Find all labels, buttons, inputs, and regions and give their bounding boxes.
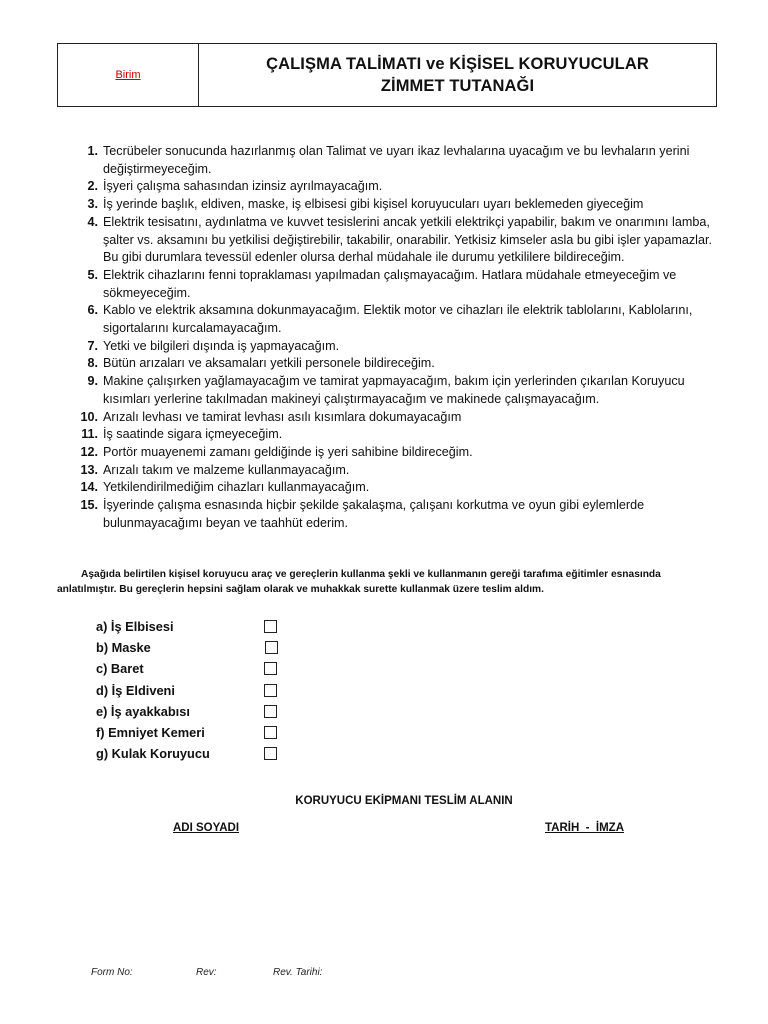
- equipment-checkbox[interactable]: [264, 747, 277, 760]
- rule-item: [60, 338, 730, 356]
- equipment-label: c) Baret: [96, 661, 144, 677]
- rule-item: [60, 355, 730, 373]
- rule-number: 10.: [80, 409, 98, 424]
- rule-item: [60, 214, 730, 267]
- name-surname-label: ADI SOYADI: [173, 822, 240, 834]
- equipment-label: g) Kulak Koruyucu: [96, 746, 210, 762]
- equipment-item: [96, 722, 278, 743]
- rule-number: 13.: [80, 462, 98, 477]
- rules-list: [60, 143, 730, 532]
- title-line-1: ÇALIŞMA TALİMATI ve KİŞİSEL KORUYUCULAR: [266, 55, 649, 73]
- equipment-item: [96, 616, 278, 637]
- rule-text: Tecrübeler sonucunda hazırlanmış olan Talimat ve uyarı ikaz levhalarına uyacağım ve bu levhaların yerini değiştirmeyeceğim.: [103, 144, 690, 176]
- rule-text: İş saatinde sigara içmeyeceğim.: [103, 427, 283, 442]
- rule-text: Yetki ve bilgileri dışında iş yapmayacağım.: [103, 338, 340, 353]
- rule-item: [60, 196, 730, 214]
- rule-text: Kablo ve elektrik aksamına dokunmayacağım. Elektik motor ve cihazları ile elektrik tablolarını, Kablolarını, sigortalarını kurcalamayacağım.: [103, 303, 693, 336]
- rule-item: [60, 479, 730, 497]
- rule-item: [60, 178, 730, 196]
- intro-paragraph: [57, 567, 719, 597]
- equipment-checkbox[interactable]: [264, 620, 277, 633]
- rule-item: [60, 444, 730, 462]
- equipment-checkbox[interactable]: [264, 662, 277, 675]
- rule-number: 12.: [80, 444, 98, 459]
- rule-item: [60, 462, 730, 480]
- rev-date-label: Rev. Tarihi:: [273, 967, 323, 978]
- rule-number: 3.: [87, 197, 98, 212]
- rule-item: [60, 409, 730, 427]
- equipment-label: f) Emniyet Kemeri: [96, 725, 205, 741]
- rule-text: İş yerinde başlık, eldiven, maske, iş elbisesi gibi kişisel koruyucuları uyarı beklemeden giyeceğim: [103, 197, 644, 212]
- rule-item: [60, 302, 730, 337]
- rule-item: [60, 497, 730, 532]
- equipment-label: b) Maske: [96, 640, 151, 656]
- receipt-section-title: KORUYUCU EKİPMANI TESLİM ALANIN: [295, 795, 513, 807]
- equipment-label: a) İş Elbisesi: [96, 619, 174, 635]
- rule-number: 5.: [87, 267, 98, 282]
- rule-number: 15.: [80, 498, 98, 513]
- rule-item: [60, 426, 730, 444]
- equipment-item: [96, 658, 278, 679]
- rule-number: 4.: [87, 214, 98, 229]
- rule-number: 2.: [87, 179, 98, 194]
- unit-cell: [58, 44, 199, 106]
- form-no-label: Form No:: [91, 967, 133, 978]
- rule-text: Yetkilendirilmediğim cihazları kullanmayacağım.: [103, 480, 370, 495]
- equipment-item: [96, 637, 278, 658]
- rule-text: Arızalı takım ve malzeme kullanmayacağım.: [103, 462, 350, 477]
- header-table: [57, 43, 717, 107]
- equipment-item: [96, 680, 278, 701]
- intro-text: Aşağıda belirtilen kişisel koruyucu araç ve gereçlerin kullanma şekli ve kullanmanın gereği tarafıma eğitimler esnasında anlatılmıştır. Bu gereçlerin hepsini sağlam olarak ve muhakkak surette kullanmak üzere teslim aldım.: [57, 569, 661, 595]
- rule-text: İşyeri çalışma sahasından izinsiz ayrılmayacağım.: [103, 179, 383, 194]
- document-title: [199, 44, 716, 106]
- rule-item: [60, 267, 730, 302]
- equipment-checkbox[interactable]: [264, 726, 277, 739]
- equipment-checkbox[interactable]: [264, 684, 277, 697]
- rule-text: Bütün arızaları ve aksamaları yetkili personele bildireceğim.: [103, 356, 435, 371]
- rev-label: Rev:: [196, 967, 217, 978]
- equipment-item: [96, 701, 278, 722]
- rule-number: 9.: [87, 374, 98, 389]
- rule-text: Arızalı levhası ve tamirat levhası asılı kısımlara dokumayacağım: [103, 409, 462, 424]
- rule-text: Elektrik cihazlarını fenni topraklaması yapılmadan çalışmayacağım. Hatlara müdahale etmeyeceğim ve sökmeyeceğim.: [103, 267, 677, 300]
- equipment-checkbox[interactable]: [265, 641, 278, 654]
- equipment-checkbox[interactable]: [264, 705, 277, 718]
- equipment-item: [96, 743, 278, 764]
- rule-number: 14.: [80, 480, 98, 495]
- date-signature-label: TARİH - İMZA: [545, 822, 624, 834]
- rule-number: 8.: [87, 356, 98, 371]
- rule-number: 6.: [87, 303, 98, 318]
- equipment-label: e) İş ayakkabısı: [96, 703, 190, 719]
- rule-text: Elektrik tesisatını, aydınlatma ve kuvvet tesislerini ancak yetkili elektrikçi yapabilir, bakım ve onarımını lamba, şalter vs. aksamını bu yetkilisi değiştirebilir, takabilir, onarabilir. Yetkisiz kimseler asla bu gibi işler yapamazlar. Bu gibi durumlara tevessül edenler olursa derhal müdahale ile durumu yetkililere bildireceğim.: [103, 214, 712, 265]
- rule-item: [60, 373, 730, 408]
- equipment-list: [96, 616, 278, 764]
- rule-number: 1.: [87, 144, 98, 158]
- rule-text: İşyerinde çalışma esnasında hiçbir şekilde şakalaşma, çalışanı korkutma ve oyun gibi eylemlerde bulunmayacağımı beyan ve taahhüt ederim.: [103, 498, 645, 530]
- rule-item: [60, 143, 730, 178]
- rule-text: Portör muayenemi zamanı geldiğinde iş yeri sahibine bildireceğim.: [103, 444, 473, 459]
- rule-number: 11.: [81, 427, 98, 442]
- unit-label: Birim: [115, 69, 141, 81]
- title-line-2: ZİMMET TUTANAĞI: [380, 77, 535, 95]
- rule-number: 7.: [87, 338, 98, 353]
- rule-text: Makine çalışırken yağlamayacağım ve tamirat yapmayacağım, bakım için yerlerinden çıkarılan Koruyucu kısımları yerlerine takılmadan makineyi çalıştırmayacağım ve makinede çalışmayacağım.: [103, 374, 685, 406]
- equipment-label: d) İş Eldiveni: [96, 682, 175, 698]
